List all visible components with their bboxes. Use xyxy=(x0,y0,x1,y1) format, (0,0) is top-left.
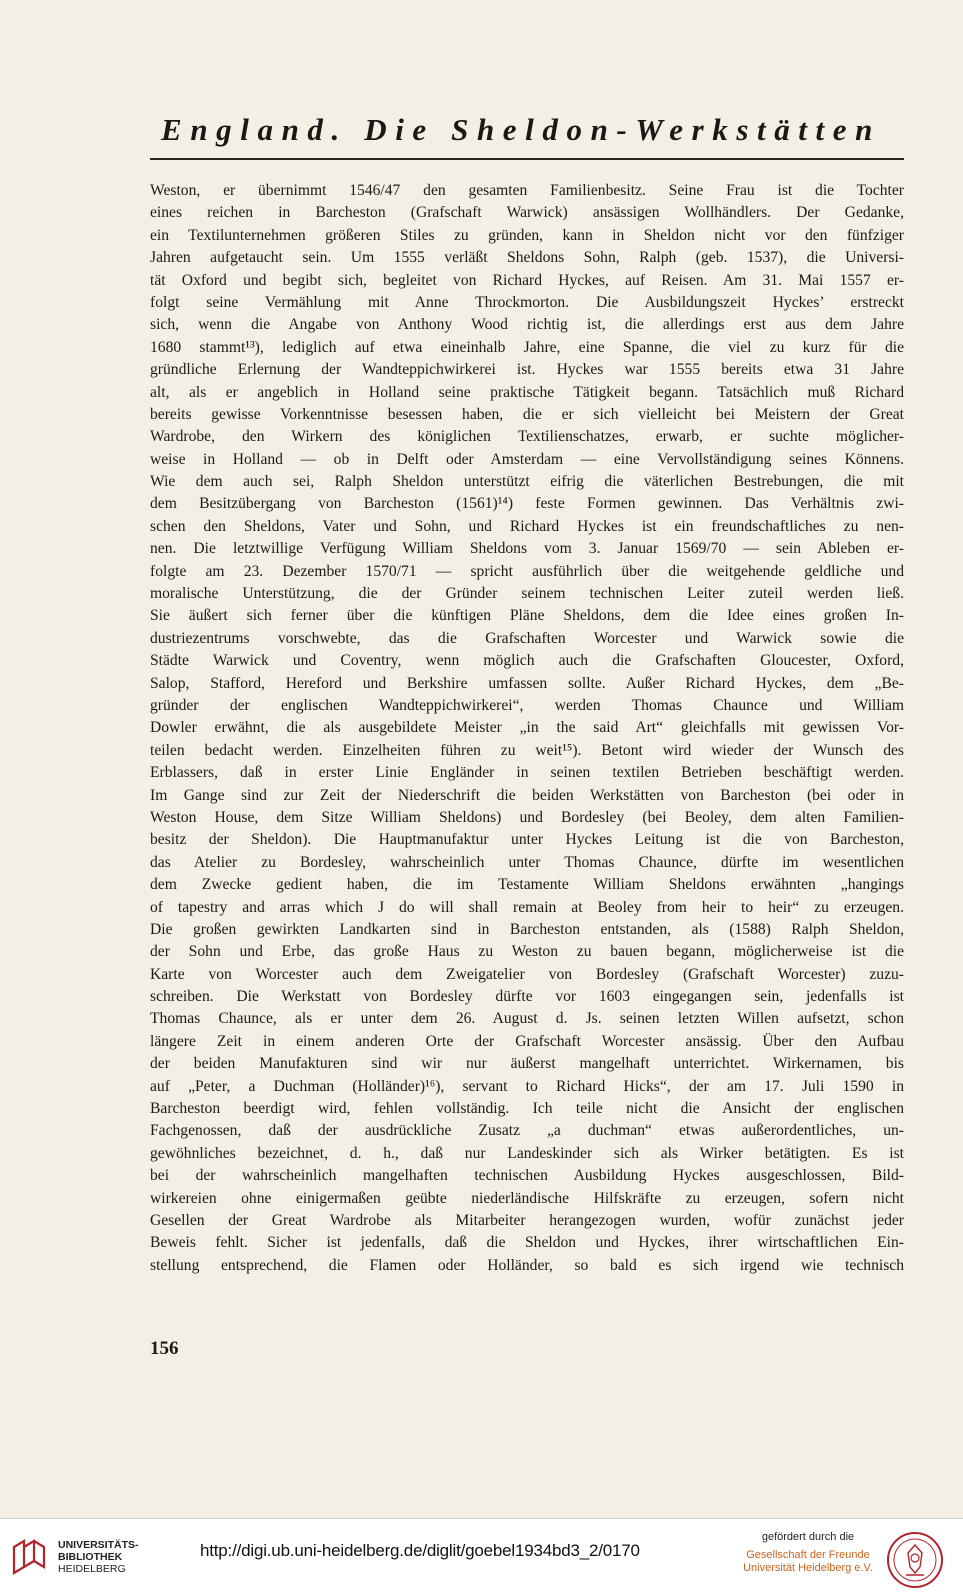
text-line: gewöhnliches bezeichnet, d. h., daß nur Landeskinder sich als Wirker betätigten. Es ist xyxy=(150,1144,904,1162)
text-line: 1680 stammt¹³), lediglich auf etwa eineinhalb Jahre, eine Spanne, die viel zu kurz für die xyxy=(150,338,904,356)
text-line: folgt seine Vermählung mit Anne Throckmorton. Die Ausbildungszeit Hyckes’ erstreckt xyxy=(150,293,904,311)
text-line: Beweis fehlt. Sicher ist jedenfalls, daß die Sheldon und Hyckes, ihrer wirtschaftlichen Ein- xyxy=(150,1234,904,1252)
text-line: besitz der Sheldon). Die Hauptmanufaktur unter Hyckes Leitung ist die von Barcheston, xyxy=(150,831,904,849)
text-line: Städte Warwick und Coventry, wenn möglich auch die Grafschaften Gloucester, Oxford, xyxy=(150,652,904,670)
text-line: folgte am 23. Dezember 1570/71 — spricht ausführlich über die weitgehende geldliche und xyxy=(150,562,904,580)
text-line: auf „Peter, a Duchman (Holländer)¹⁶), servant to Richard Hicks“, der am 17. Juli 1590 in xyxy=(150,1077,904,1095)
sponsor-name-line1: Gesellschaft der Freunde xyxy=(746,1549,870,1561)
text-line: moralische Unterstützung, die der Gründer seinem technischen Leiter zuteil werden ließ. xyxy=(150,585,904,603)
text-line: nen. Die letztwillige Verfügung William Sheldons vom 3. Januar 1569/70 — sein Ableben er- xyxy=(150,540,904,558)
text-line: eines reichen in Barcheston (Grafschaft Warwick) ansässigen Wollhändlers. Der Gedanke, xyxy=(150,204,904,222)
permalink-url[interactable]: http://digi.ub.uni-heidelberg.de/diglit/goebel1934bd3_2/0170 xyxy=(200,1541,640,1560)
text-line: tät Oxford und begibt sich, begleitet von Richard Hyckes, auf Reisen. Am 31. Mai 1557 er- xyxy=(150,271,904,289)
text-line: Dowler erwähnt, die als ausgebildete Meister „in the said Art“ gleichfalls mit gewissen Vor- xyxy=(150,719,904,737)
text-line: längere Zeit in einem anderen Orte der Grafschaft Worcester ansässig. Über den Aufbau xyxy=(150,1032,904,1050)
text-line: das Atelier zu Bordesley, wahrscheinlich unter Thomas Chaunce, dürfte im wesentlichen xyxy=(150,853,904,871)
text-line: Karte von Worcester auch dem Zweigatelier von Bordesley (Grafschaft Worcester) zuzu- xyxy=(150,965,904,983)
text-line: dem Besitzübergang von Barcheston (1561)¹⁴) feste Formen gewinnen. Das Verhältnis zwi- xyxy=(150,495,904,513)
sponsor-name-line2: Universität Heidelberg e.V. xyxy=(743,1562,873,1574)
text-line: schen den Sheldons, Vater und Sohn, und Richard Hyckes ist ein freundschaftliches zu nen- xyxy=(150,517,904,535)
text-line: bei der wahrscheinlich mangelhaften technischen Ausbildung Hyckes ausgeschlossen, Bild- xyxy=(150,1167,904,1185)
text-line: ein Textilunternehmen größeren Stiles zu gründen, kann in Sheldon nicht vor den fünfziger xyxy=(150,226,904,244)
text-line: wirkereien ohne einigermaßen geübte niederländische Hilfskräfte zu erzeugen, sofern nicht xyxy=(150,1189,904,1207)
sponsor-label: gefördert durch die xyxy=(761,1531,855,1543)
text-line: dem Zwecke gedient haben, die im Testamente William Sheldons erwähnten „hangings xyxy=(150,876,904,894)
text-line: Gesellen der Great Wardrobe als Mitarbeiter herangezogen wurden, wofür zunächst jeder xyxy=(150,1211,904,1229)
text-line: stellung entsprechend, die Flamen oder Holländer, so bald es sich irgend wie technisch xyxy=(150,1256,904,1274)
text-line: Erblassers, daß in erster Linie Engländer in seinen textilen Betrieben beschäftigt werden. xyxy=(150,764,904,782)
footer-bar xyxy=(0,1518,963,1592)
text-line: der beiden Manufakturen sind wir nur äußerst mangelhaft unterrichtet. Wirkernamen, bis xyxy=(150,1055,904,1073)
library-name-line3: HEIDELBERG xyxy=(58,1563,126,1575)
text-line: schreiben. Die Werkstatt von Bordesley dürfte vor 1603 eingegangen sein, jedenfalls ist xyxy=(150,988,904,1006)
header-rule xyxy=(150,158,904,160)
text-line: teilen bedacht werden. Einzelheiten führen zu weit¹⁵). Betont wird wieder der Wunsch des xyxy=(150,741,904,759)
text-line: sich, wenn die Angabe von Anthony Wood richtig ist, die allerdings erst aus dem Jahre xyxy=(150,316,904,334)
page-header-title: England. Die Sheldon-Werkstätten xyxy=(161,112,881,147)
library-name-line1: UNIVERSITÄTS- xyxy=(58,1539,139,1551)
sponsor-block xyxy=(738,1531,878,1575)
text-line: gründer der englischen Wandteppichwirkerei“, werden Thomas Chaunce und William xyxy=(150,696,904,714)
text-line: der Sohn und Erbe, das große Haus zu Weston zu bauen begann, möglicherweise ist die xyxy=(150,943,904,961)
text-line: dustriezentrums vorschwebte, das die Grafschaften Worcester und Warwick sowie die xyxy=(150,629,904,647)
text-line: Wie dem auch sei, Ralph Sheldon unterstützt eifrig die väterlichen Bestrebungen, die mit xyxy=(150,473,904,491)
text-line: alt, als er angeblich in Holland seine praktische Tätigkeit begann. Tatsächlich muß Richard xyxy=(150,383,904,401)
text-line: Jahren aufgetaucht sein. Um 1555 verläßt Sheldons Sohn, Ralph (geb. 1537), die Universi- xyxy=(150,249,904,267)
text-line: bereits gewisse Vorkenntnisse besessen haben, die er sich vielleicht bei Meistern der Great xyxy=(150,405,904,423)
text-line: Weston House, dem Sitze William Sheldons) und Bordesley (bei Beoley, dem alten Familien- xyxy=(150,808,904,826)
body-text xyxy=(150,180,904,1277)
library-name xyxy=(58,1539,139,1575)
text-line: Barcheston beerdigt wird, fehlen vollständig. Ich teile nicht die Ansicht der englischen xyxy=(150,1100,904,1118)
text-line: Die großen gewirkten Landkarten sind in Barcheston entstanden, als (1588) Ralph Sheldon, xyxy=(150,920,904,938)
text-line: of tapestry and arras which J do will shall remain at Beoley from heir to heir“ zu erzeugen. xyxy=(150,898,904,916)
text-line: Weston, er übernimmt 1546/47 den gesamten Familienbesitz. Seine Frau ist die Tochter xyxy=(150,182,904,199)
text-line: Thomas Chaunce, als er unter dem 26. August d. Js. seinen letzten Willen aufsetzt, schon xyxy=(150,1010,904,1028)
page-number: 156 xyxy=(150,1338,179,1359)
text-line: Fachgenossen, daß der ausdrückliche Zusatz „a duchman“ etwas außerordentliches, un- xyxy=(150,1122,904,1140)
text-line: Im Gange sind zur Zeit der Niederschrift die beiden Werkstätten von Barcheston (bei oder in xyxy=(150,786,904,804)
text-line: Sie äußert sich ferner über die künftigen Pläne Sheldons, dem die Idee eines großen In- xyxy=(150,607,904,625)
text-line: Wardrobe, den Wirkern des königlichen Textilienschatzes, erwarb, er suchte möglicher- xyxy=(150,428,904,446)
text-line: Salop, Stafford, Hereford und Berkshire umfassen sollte. Außer Richard Hyckes, dem „Be- xyxy=(150,674,904,692)
text-line: gründliche Erlernung der Wandteppichwirkerei ist. Hyckes war 1555 bereits etwa 31 Jahre xyxy=(150,361,904,379)
library-name-line2: BIBLIOTHEK xyxy=(58,1551,123,1563)
text-line: weise in Holland — ob in Delft oder Amsterdam — eine Vervollständigung seines Könnens. xyxy=(150,450,904,468)
university-seal-icon xyxy=(886,1531,944,1589)
library-logo-icon xyxy=(10,1537,50,1577)
